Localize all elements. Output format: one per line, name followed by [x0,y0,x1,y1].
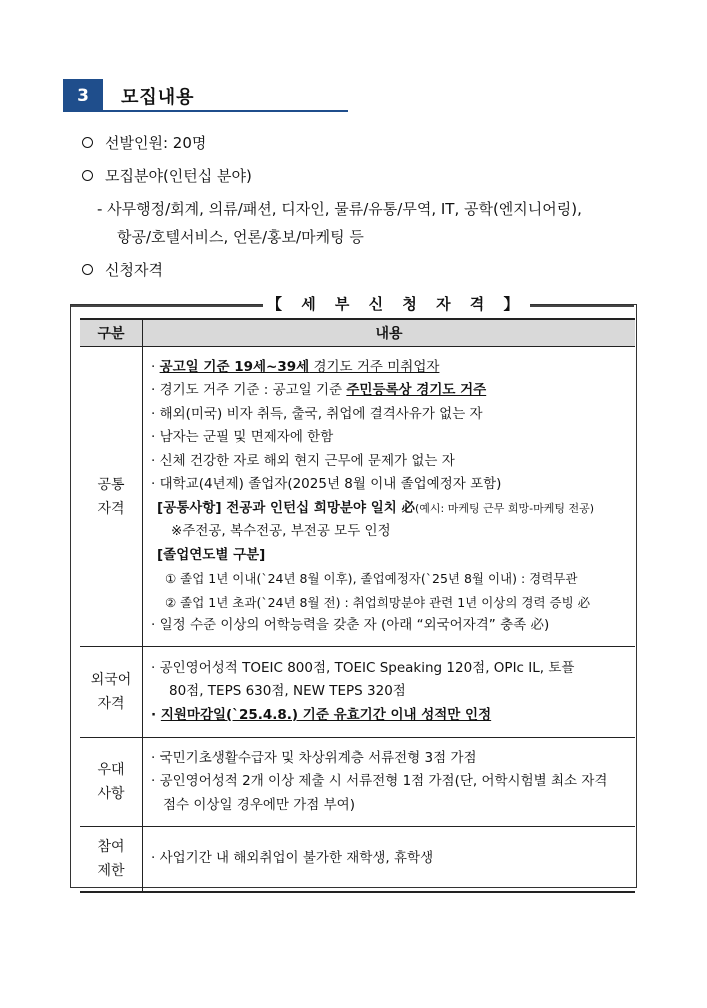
list-item: [졸업연도별 구분] [157,546,266,563]
list-item: · 일정 수준 이상의 어학능력을 갖춘 자 (아래 “외국어자격” 충족 必) [151,617,550,633]
category-label: 제한 [97,863,125,879]
deadline-text: 지원마감일(`25.4.8.) 기준 유효기간 이내 성적만 인정 [160,706,492,723]
list-item: · 사업기간 내 해외취업이 불가한 재학생, 휴학생 [151,850,434,867]
age-bold: 공고일 기준 19세~39세 [159,358,310,375]
list-item [151,379,629,403]
table-row-language [80,647,635,738]
major-match-note: (예시: 마케팅 근무 희망-마케팅 전공) [415,501,595,515]
list-item: · 해외(미국) 비자 취득, 출국, 취업에 결격사유가 없는 자 [151,405,483,422]
list-item: · 공인영어성적 2개 이상 제출 시 서류전형 1점 가점(단, 어학시험별 최소 자격 [151,773,608,790]
category-label: 자격 [97,500,125,517]
category-label: 우대 [97,762,125,778]
fields-line-2: 항공/호텔서비스, 언론/홍보/마케팅 등 [117,228,364,246]
list-item: · 공인영어성적 TOEIC 800점, TOEIC Speaking 120점, OPIc IL, 토플 [151,659,575,676]
qualification-bullet [82,259,163,280]
list-item: · 남자는 군필 및 면제자에 한함 [151,429,334,445]
category-label: 참여 [97,839,125,855]
circle-bullet-icon [82,137,93,148]
content-preference [143,738,636,827]
table-header-row [80,319,635,347]
category-common [80,347,143,647]
list-item: 80점, TEPS 630점, NEW TEPS 320점 [169,683,406,700]
header-content: 내용 [143,319,636,347]
content-language [143,647,636,738]
section-title: 모집내용 [121,87,195,108]
major-match-bold: [공통사항] 전공과 인턴십 희망분야 일치 必 [157,499,415,516]
fields-line-1: - 사무행정/회계, 의류/패션, 디자인, 물류/유통/무역, IT, 공학(엔지니어링), [97,200,582,218]
recruit-count-text: 선발인원: 20명 [105,134,207,152]
residence-bold: 주민등록상 경기도 거주 [346,382,487,398]
content-restriction [143,827,636,893]
residence-pre: · 경기도 거주 기준 : 공고일 기준 [151,382,347,398]
circle-bullet-icon [82,264,93,275]
header-category: 구분 [80,319,143,347]
list-item: ① 졸업 1년 이내(`24년 8월 이후), 졸업예정자(`25년 8월 이내) : 경력무관 [165,571,578,586]
list-item: ② 졸업 1년 초과(`24년 8월 전) : 취업희망분야 관련 1년 이상의 경력 증빙 必 [165,594,591,610]
box-title-rule-left [71,305,266,307]
table-row-preference [80,738,635,827]
category-label: 공통 [97,476,125,493]
section-number: 3 [63,79,103,112]
section-underline [103,110,348,112]
category-label: 외국어 [90,672,132,688]
list-item: ※주전공, 복수전공, 부전공 모두 인정 [171,523,391,539]
qualification-table [80,318,635,893]
fields-heading-text: 모집분야(인턴십 분야) [105,167,252,185]
list-item: · 대학교(4년제) 졸업자(2025년 8월 이내 졸업예정자 포함) [151,476,502,492]
section-header [63,79,348,112]
fields-list [97,195,657,251]
list-item: · 공고일 기준 19세~39세 경기도 거주 미취업자 [151,358,440,375]
category-language [80,647,143,738]
category-label: 자격 [97,696,125,712]
qualification-heading-text: 신청자격 [105,261,163,279]
category-preference [80,738,143,827]
table-row-restriction [80,827,635,893]
fields-bullet [82,165,252,186]
box-title: 【 세 부 신 청 자 격 】 [263,293,530,314]
recruit-count-bullet [82,132,206,153]
circle-bullet-icon [82,170,93,181]
age-rest: 경기도 거주 미취업자 [309,358,440,375]
list-item: 점수 이상일 경우에만 가점 부여) [163,796,355,813]
list-item: · 지원마감일(`25.4.8.) 기준 유효기간 이내 성적만 인정 [151,706,492,723]
list-item [151,497,629,521]
category-restriction [80,827,143,893]
list-item: · 신체 건강한 자로 해외 현지 근무에 문제가 없는 자 [151,452,455,469]
category-label: 사항 [97,786,125,802]
content-common [143,347,636,647]
table-row-common [80,347,635,647]
list-item: · 국민기초생활수급자 및 차상위계층 서류전형 3점 가점 [151,749,477,766]
